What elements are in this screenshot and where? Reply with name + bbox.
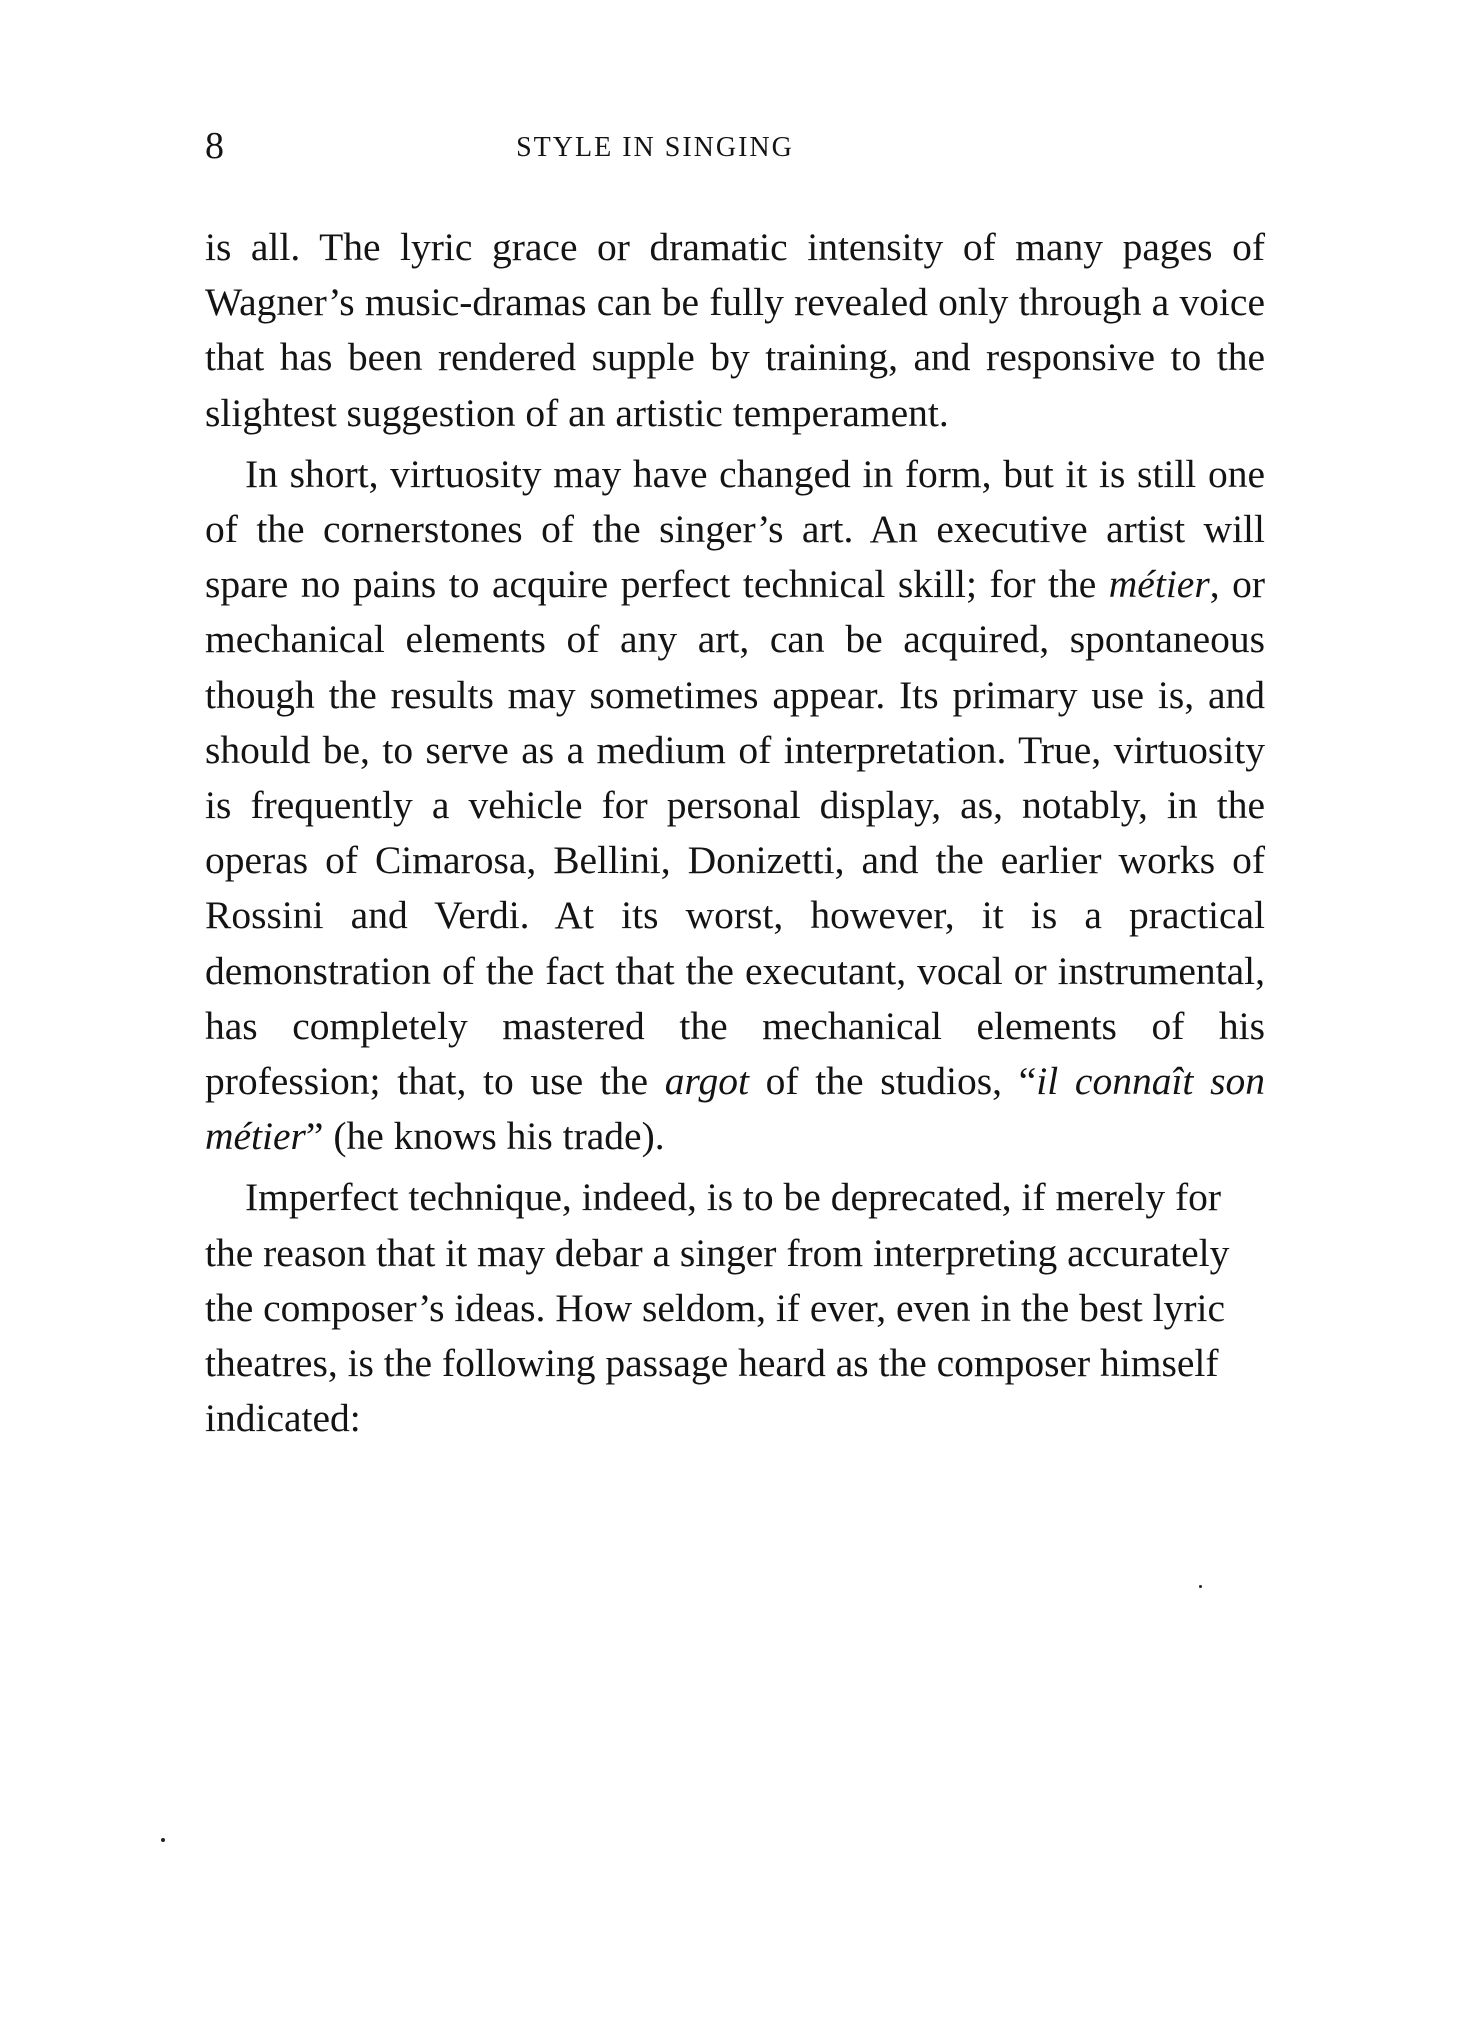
paragraph-3 [205,1170,1265,1446]
paragraph-text: In short, virtuosity may have changed in form, but it is still one of the cornerstones of the singer’s art. An executive artist will spare no pains to acquire perfect technical skill; for the [205,451,1265,607]
print-speck [161,1838,165,1842]
paragraph-text: of the studios, “ [748,1059,1037,1104]
paragraph-text: , or mechanical elements of any art, can be acquired, spontaneous though the results may sometimes appear. Its primary use is, and should be, to serve as a medium of interpretation. True, virtuosity is frequently a vehicle for personal display, as, notably, in the operas of Cimarosa, Bellini, Donizetti, and the earlier works of Rossini and Verdi. At its worst, however, it is a practical demonstration of the fact that the executant, vocal or instrumental, has completely mastered the mechanical elements of his profession; that, to use the [205,562,1265,1104]
italic-quote: il connaît son métier [205,1059,1265,1159]
italic-term-metier: métier [1108,562,1210,607]
running-title: STYLE IN SINGING [516,132,794,163]
paragraph-text: Imperfect technique, indeed, is to be deprecated, if merely for the reason that it may debar a singer from interpreting accurately the composer’s ideas. How seldom, if ever, even in the best lyric theatres, is the following passage heard as the composer himself indicated: [205,1175,1230,1441]
body-text [205,220,1265,1452]
paragraph-2 [205,447,1265,1165]
page-number: 8 [205,125,224,167]
paragraph-text: is all. The lyric grace or dramatic intensity of many pages of Wagner’s music-dramas can be fully revealed only through a voice that has been rendered supple by training, and responsive to the slightest suggestion of an artistic temperament. [205,225,1265,435]
running-head [205,118,1265,174]
paragraph-1 [205,220,1265,441]
paragraph-text: ” (he knows his trade). [305,1114,665,1159]
print-speck [1199,1585,1202,1588]
italic-term-argot: argot [664,1059,749,1104]
